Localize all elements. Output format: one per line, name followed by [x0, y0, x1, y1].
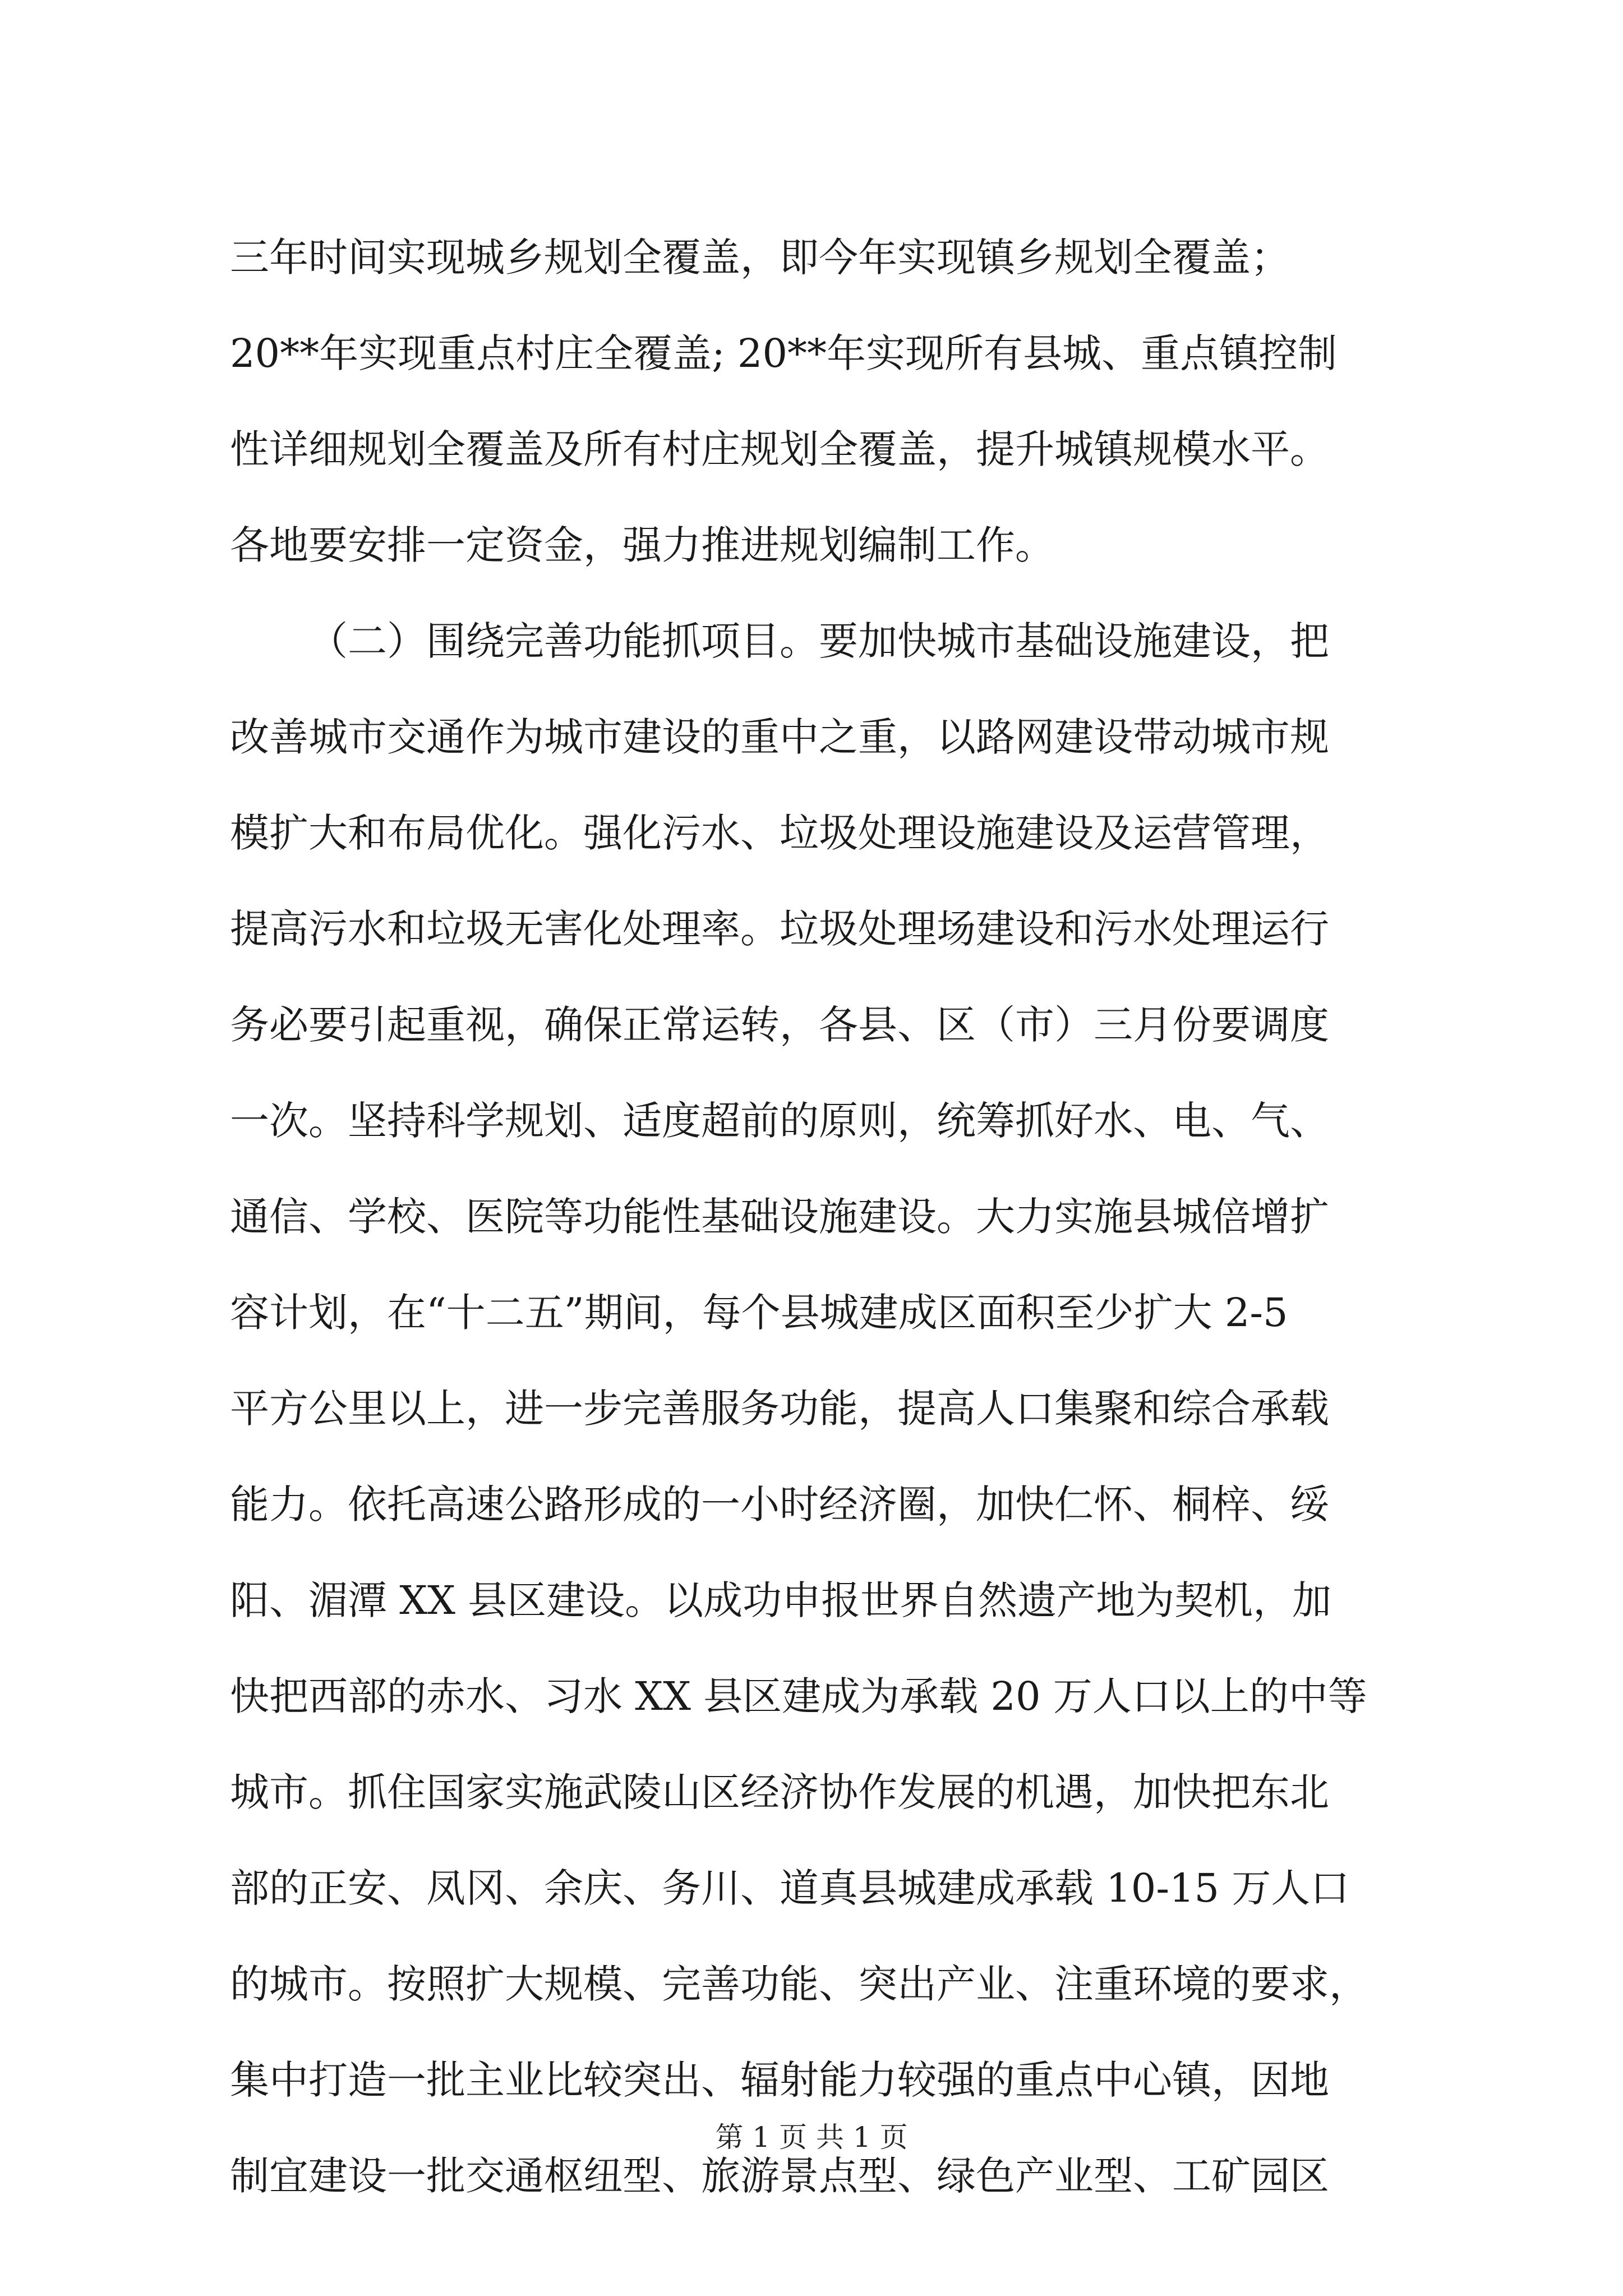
- text-line: 部的正安、凤冈、余庆、务川、道真县城建成承载 10-15 万人口: [230, 1865, 1350, 1911]
- text-line: 务必要引起重视，确保正常运转，各县、区（市）三月份要调度: [230, 1002, 1329, 1048]
- text-line: 制宜建设一批交通枢纽型、旅游景点型、绿色产业型、工矿园区: [230, 2153, 1329, 2199]
- text-line: 改善城市交通作为城市建设的重中之重，以路网建设带动城市规: [230, 714, 1329, 760]
- text-line: 容计划，在“十二五”期间，每个县城建成区面积至少扩大 2-5: [230, 1290, 1288, 1336]
- text-line: 模扩大和布局优化。强化污水、垃圾处理设施建设及运营管理，: [230, 810, 1329, 856]
- text-line: 平方公里以上，进一步完善服务功能，提高人口集聚和综合承载: [230, 1386, 1329, 1432]
- text-line: 一次。坚持科学规划、适度超前的原则，统筹抓好水、电、气、: [230, 1098, 1329, 1144]
- text-line: 提高污水和垃圾无害化处理率。垃圾处理场建设和污水处理运行: [230, 906, 1329, 952]
- page-footer: 第 1 页 共 1 页: [715, 2121, 908, 2154]
- paragraph-start-line: （二）围绕完善功能抓项目。要加快城市基础设施建设，把: [308, 618, 1329, 664]
- text-line: 阳、湄潭 XX 县区建设。以成功申报世界自然遗产地为契机，加: [230, 1577, 1332, 1623]
- text-line: 性详细规划全覆盖及所有村庄规划全覆盖，提升城镇规模水平。: [230, 426, 1329, 472]
- text-line: 能力。依托高速公路形成的一小时经济圈，加快仁怀、桐梓、绥: [230, 1481, 1329, 1527]
- text-line: 城市。抓住国家实施武陵山区经济协作发展的机遇，加快把东北: [230, 1769, 1329, 1815]
- text-line: 20**年实现重点村庄全覆盖; 20**年实现所有县城、重点镇控制: [230, 330, 1337, 376]
- text-line: 快把西部的赤水、习水 XX 县区建成为承载 20 万人口以上的中等: [230, 1673, 1367, 1719]
- text-line: 通信、学校、医院等功能性基础设施建设。大力实施县城倍增扩: [230, 1194, 1329, 1240]
- body-text: [230, 206, 1464, 2221]
- text-line: 各地要安排一定资金，强力推进规划编制工作。: [230, 522, 1054, 568]
- text-line: 三年时间实现城乡规划全覆盖，即今年实现镇乡规划全覆盖；: [230, 234, 1290, 280]
- text-line: 的城市。按照扩大规模、完善功能、突出产业、注重环境的要求，: [230, 1961, 1368, 2007]
- text-line: 集中打造一批主业比较突出、辐射能力较强的重点中心镇，因地: [230, 2057, 1329, 2103]
